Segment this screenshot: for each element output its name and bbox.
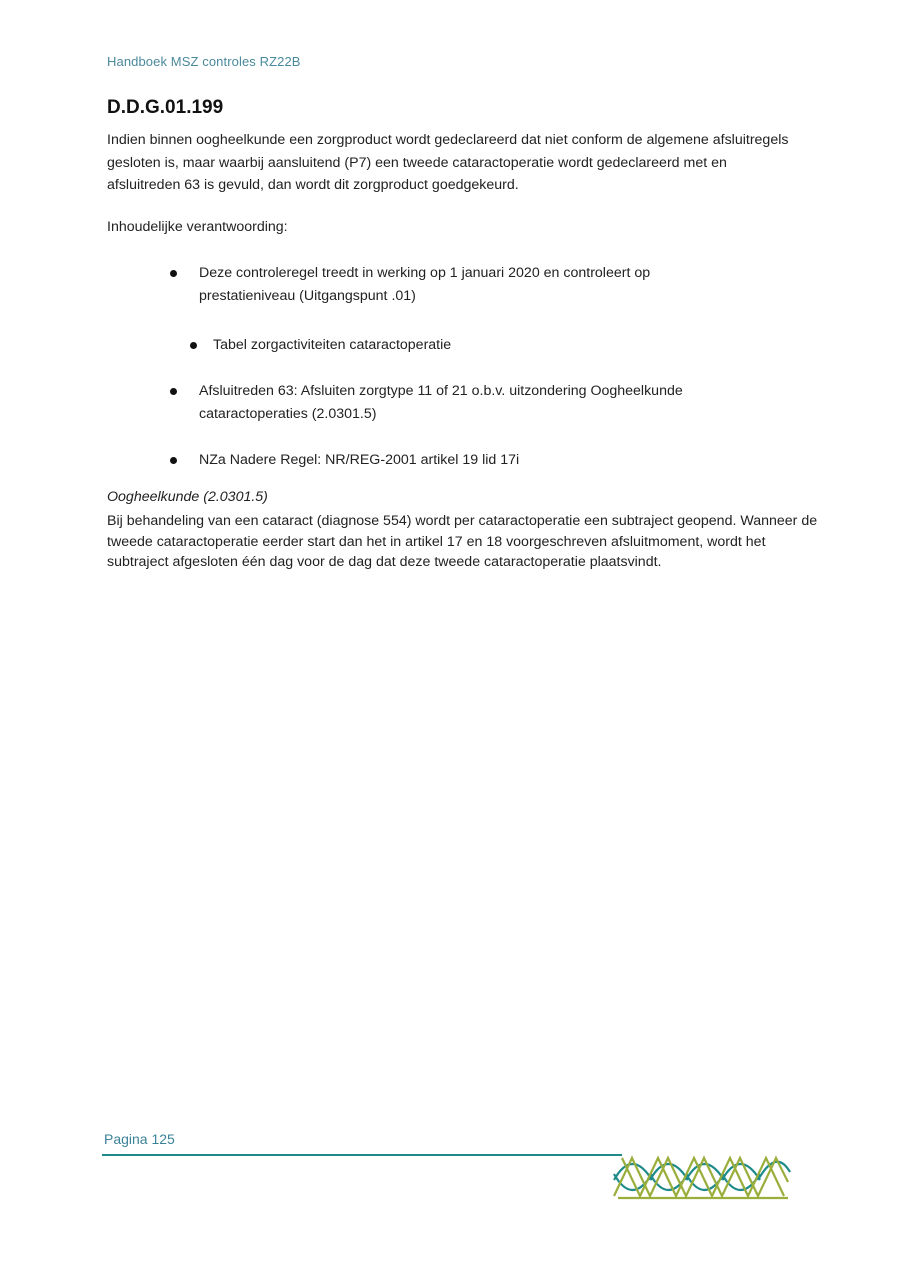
bullet-icon bbox=[170, 270, 177, 277]
section-heading: Oogheelkunde (2.0301.5) bbox=[107, 489, 268, 505]
bullet-text: Tabel zorgactiviteiten cataractoperatie bbox=[213, 337, 452, 353]
bullet-text: Afsluitreden 63: Afsluiten zorgtype 11 of 21 o.b.v. uitzondering Oogheelkunde cataractoperaties (2.0301.5) bbox=[199, 383, 683, 422]
rule-code-heading: D.D.G.01.199 bbox=[107, 97, 224, 118]
sub-bullet-item bbox=[190, 334, 710, 357]
arch-arc bbox=[722, 1164, 760, 1180]
arch-arc bbox=[614, 1164, 652, 1180]
bullet-text: NZa Nadere Regel: NR/REG-2001 artikel 19 lid 17i bbox=[199, 452, 520, 468]
arch-arc bbox=[686, 1164, 724, 1180]
bullet-item bbox=[170, 449, 730, 472]
page-number: Pagina 125 bbox=[104, 1131, 175, 1147]
bullet-item bbox=[170, 380, 730, 425]
arch-arc bbox=[650, 1164, 688, 1180]
bullet-text: Deze controleregel treedt in werking op 1 januari 2020 en controleert op prestatieniveau (Uitgangspunt .01) bbox=[199, 265, 651, 304]
running-header: Handboek MSZ controles RZ22B bbox=[107, 54, 301, 69]
rule-description: Indien binnen oogheelkunde een zorgproduct wordt gedeclareerd dat niet conform de algemene afsluitregels gesloten is, maar waarbij aansluitend (P7) een tweede cataractoperatie wordt gedeclareerd met en afsluitreden 63 is gevuld, dan wordt dit zorgproduct goedgekeurd. bbox=[107, 132, 789, 193]
bullet-icon bbox=[170, 457, 177, 464]
bullet-icon bbox=[190, 342, 197, 349]
decorative-arch-pattern-icon bbox=[612, 1152, 792, 1202]
footer-divider bbox=[102, 1154, 622, 1156]
section-text: Bij behandeling van een cataract (diagnose 554) wordt per cataractoperatie een subtraject geopend. Wanneer de tweede cataractoperatie eerder start dan het in artikel 17 en 18 voorgeschreven afsluitmoment, wordt het subtraject afgesloten één dag voor de dag dat deze tweede cataractoperatie plaatsvindt. bbox=[107, 513, 818, 570]
bullet-item bbox=[170, 262, 730, 307]
bullet-icon bbox=[170, 388, 177, 395]
justification-label: Inhoudelijke verantwoording: bbox=[107, 219, 288, 235]
